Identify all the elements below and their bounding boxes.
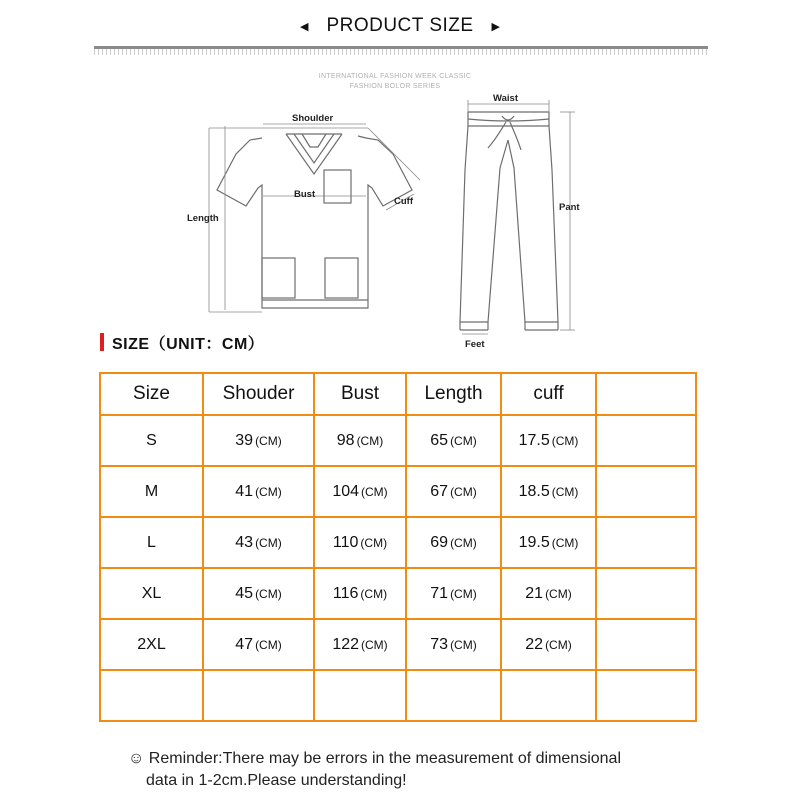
length-value: 69 xyxy=(430,533,449,551)
cuff-value: 18.5 xyxy=(518,482,550,500)
size-heading xyxy=(100,332,264,352)
left-arrow-icon: ◀ xyxy=(299,20,309,33)
scrub-pants-illustration xyxy=(460,112,558,330)
unit-label: (CM) xyxy=(450,637,477,652)
table-row xyxy=(100,466,696,517)
garment-diagram xyxy=(0,0,800,360)
shoulder-value: 45 xyxy=(235,584,254,602)
empty-cell xyxy=(596,466,696,517)
unit-label: (CM) xyxy=(450,535,477,550)
length-label: Length xyxy=(187,213,219,224)
empty-cell xyxy=(314,670,406,721)
shoulder-cell xyxy=(203,619,314,670)
size-cell: L xyxy=(100,517,203,568)
bust-cell xyxy=(314,415,406,466)
cuff-value: 21 xyxy=(525,584,544,602)
column-header: Shouder xyxy=(203,373,314,415)
watermark-line-2: FASHION BOLOR SERIES xyxy=(349,83,441,90)
column-header: cuff xyxy=(501,373,596,415)
shoulder-cell xyxy=(203,415,314,466)
bust-value: 122 xyxy=(332,635,360,653)
reminder-note xyxy=(128,748,708,792)
shoulder-cell xyxy=(203,466,314,517)
bust-value: 104 xyxy=(332,482,360,500)
length-cell xyxy=(406,466,501,517)
length-cell xyxy=(406,568,501,619)
scrub-top-illustration xyxy=(217,134,412,308)
reminder-line-1: ☺ Reminder:There may be errors in the measurement of dimensional xyxy=(128,750,621,767)
table-row xyxy=(100,415,696,466)
shoulder-cell xyxy=(203,568,314,619)
cuff-cell xyxy=(501,619,596,670)
empty-cell xyxy=(203,670,314,721)
unit-label: (CM) xyxy=(450,433,477,448)
size-cell: XL xyxy=(100,568,203,619)
page-title: PRODUCT SIZE xyxy=(326,15,474,36)
bust-cell xyxy=(314,619,406,670)
table-row xyxy=(100,517,696,568)
pant-label: Pant xyxy=(559,202,580,213)
cuff-value: 17.5 xyxy=(518,431,550,449)
bust-value: 110 xyxy=(332,533,359,551)
unit-label: (CM) xyxy=(545,586,572,601)
bust-cell xyxy=(314,568,406,619)
unit-label: (CM) xyxy=(255,637,282,652)
table-header-row xyxy=(100,373,696,415)
shoulder-cell xyxy=(203,517,314,568)
length-cell xyxy=(406,619,501,670)
size-table xyxy=(99,372,697,722)
size-cell: S xyxy=(100,415,203,466)
size-cell: M xyxy=(100,466,203,517)
feet-label: Feet xyxy=(465,339,485,350)
empty-cell xyxy=(406,670,501,721)
shoulder-value: 43 xyxy=(235,533,254,551)
accent-bar xyxy=(100,333,104,351)
unit-label: (CM) xyxy=(255,535,282,550)
bust-cell xyxy=(314,517,406,568)
bust-label: Bust xyxy=(294,189,316,200)
cuff-cell xyxy=(501,517,596,568)
shoulder-value: 39 xyxy=(235,431,254,449)
column-header xyxy=(596,373,696,415)
cuff-label: Cuff xyxy=(394,196,413,207)
length-cell xyxy=(406,415,501,466)
unit-label: (CM) xyxy=(361,637,388,652)
length-value: 65 xyxy=(430,431,449,449)
unit-label: (CM) xyxy=(255,484,282,499)
shoulder-value: 47 xyxy=(235,635,254,653)
empty-cell xyxy=(596,517,696,568)
empty-cell xyxy=(596,568,696,619)
cuff-cell xyxy=(501,568,596,619)
cuff-cell xyxy=(501,466,596,517)
size-heading-text: SIZE（UNIT：CM） xyxy=(112,335,265,353)
cuff-value: 22 xyxy=(525,635,544,653)
column-header: Size xyxy=(100,373,203,415)
unit-label: (CM) xyxy=(255,433,282,448)
bust-value: 98 xyxy=(336,431,355,449)
unit-label: (CM) xyxy=(545,637,572,652)
unit-label: (CM) xyxy=(551,535,579,550)
unit-label: (CM) xyxy=(360,535,388,550)
column-header: Bust xyxy=(314,373,406,415)
unit-label: (CM) xyxy=(255,586,282,601)
empty-cell xyxy=(596,415,696,466)
table-row-empty xyxy=(100,670,696,721)
unit-label: (CM) xyxy=(551,433,579,448)
empty-cell xyxy=(100,670,203,721)
column-header: Length xyxy=(406,373,501,415)
unit-label: (CM) xyxy=(360,586,388,601)
unit-label: (CM) xyxy=(450,484,477,499)
shoulder-label: Shoulder xyxy=(292,113,334,124)
waist-label: Waist xyxy=(493,93,518,104)
bust-cell xyxy=(314,466,406,517)
garment-diagram-svg xyxy=(0,0,800,360)
right-arrow-icon: ▶ xyxy=(491,20,501,33)
length-value: 73 xyxy=(430,635,449,653)
unit-label: (CM) xyxy=(450,586,477,601)
unit-label: (CM) xyxy=(361,484,388,499)
shirt-measure-lines xyxy=(209,124,420,312)
unit-label: (CM) xyxy=(356,433,384,448)
shoulder-value: 41 xyxy=(235,482,254,500)
bust-value: 116 xyxy=(332,584,359,602)
unit-label: (CM) xyxy=(551,484,579,499)
empty-cell xyxy=(501,670,596,721)
length-value: 67 xyxy=(430,482,449,500)
length-cell xyxy=(406,517,501,568)
pants-measure-lines xyxy=(462,100,575,334)
empty-cell xyxy=(596,619,696,670)
table-row xyxy=(100,568,696,619)
watermark-line-1: INTERNATIONAL FASHION WEEK CLASSIC xyxy=(318,73,472,80)
reminder-line-2: data in 1-2cm.Please understanding! xyxy=(146,772,407,789)
length-value: 71 xyxy=(430,584,449,602)
cuff-value: 19.5 xyxy=(518,533,550,551)
empty-cell xyxy=(596,670,696,721)
cuff-cell xyxy=(501,415,596,466)
table-row xyxy=(100,619,696,670)
size-cell: 2XL xyxy=(100,619,203,670)
